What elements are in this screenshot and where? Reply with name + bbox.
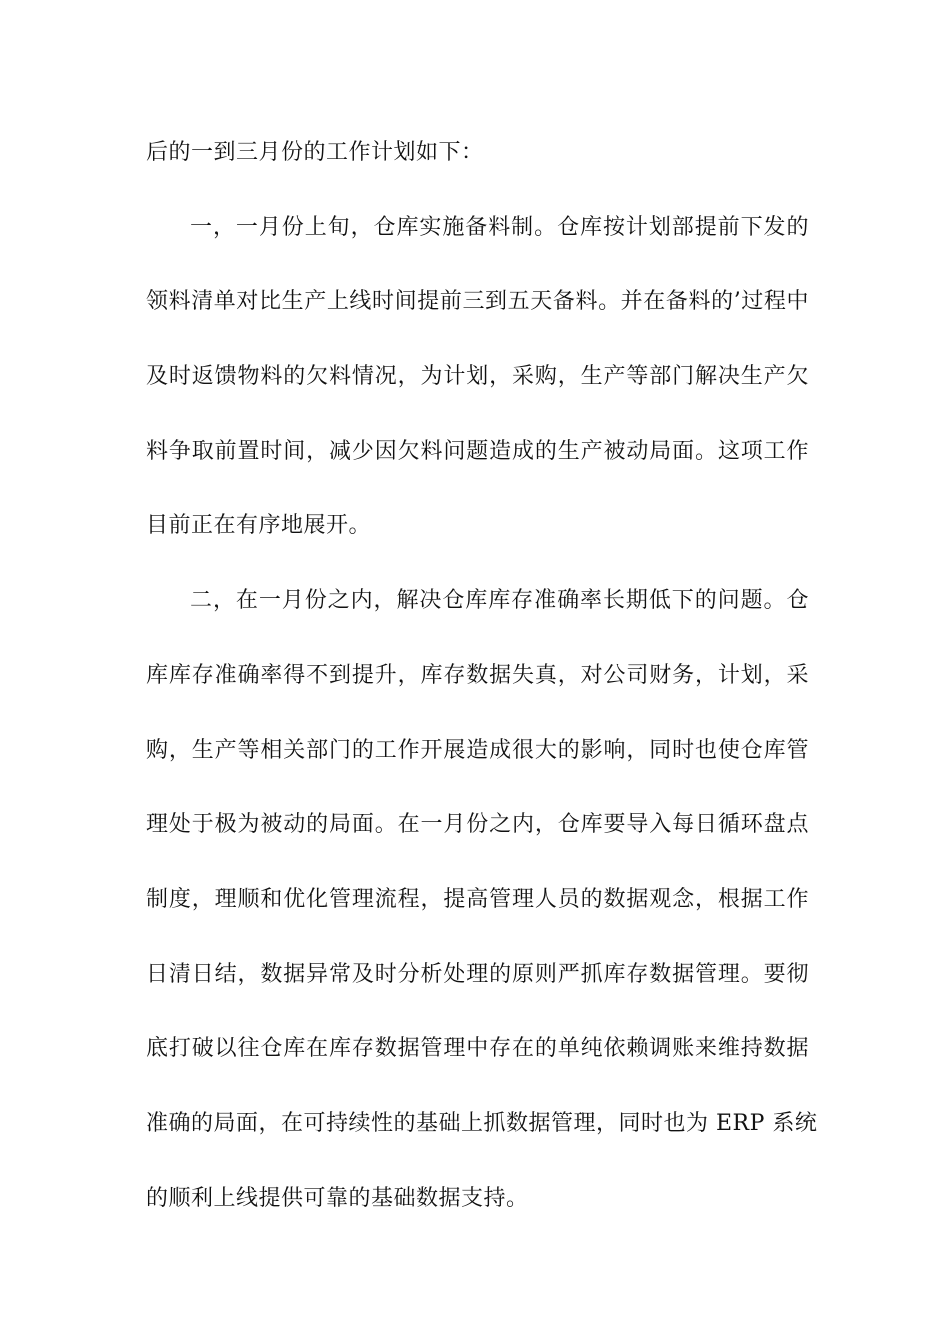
paragraph-2-line-2: 领料清单对比生产上线时间提前三到五天备料。并在备料的’过程中 [146,289,809,315]
blank-line [146,769,809,806]
blank-line [146,246,809,283]
blank-line [146,993,809,1030]
paragraph-3-line-2: 库库存准确率得不到提升，库存数据失真，对公司财务，计划，采 [146,662,809,688]
blank-line [146,918,809,955]
blank-line [146,694,809,731]
paragraph-2-line-4: 料争取前置时间，减少因欠料问题造成的生产被动局面。这项工作 [146,438,809,464]
paragraph-2-line-3: 及时返馈物料的欠料情况，为计划，采购，生产等部门解决生产欠 [146,364,809,390]
blank-line [146,619,809,656]
blank-line [146,1068,809,1105]
paragraph-3-line-9: 的顺利上线提供可靠的基础数据支持。 [146,1185,529,1211]
paragraph-3-line-7: 底打破以往仓库在库存数据管理中存在的单纯依赖调账来维持数据 [146,1036,809,1062]
blank-line [146,321,809,358]
blank-line [146,395,809,432]
paragraph-3-line-5: 制度，理顺和优化管理流程，提高管理人员的数据观念，根据工作 [146,886,809,912]
paragraph-2-line-1: 一，一月份上旬，仓库实施备料制。仓库按计划部提前下发的 [190,214,809,240]
paragraph-3-line-4: 理处于极为被动的局面。在一月份之内，仓库要导入每日循环盘点 [146,812,809,838]
blank-line [146,470,809,507]
blank-line [146,1142,809,1179]
paragraph-3-line-3: 购，生产等相关部门的工作开展造成很大的影响，同时也使仓库管 [146,737,809,763]
blank-line [146,545,809,582]
paragraph-2-line-5: 目前正在有序地展开。 [146,513,372,539]
document-body [146,134,818,1217]
blank-line [146,171,809,208]
blank-line [146,844,809,881]
paragraph-3-line-6: 日清日结，数据异常及时分析处理的原则严抓库存数据管理。要彻 [146,961,809,987]
paragraph-3-line-8: 准确的局面，在可持续性的基础上抓数据管理，同时也为 ERP 系统 [146,1110,818,1136]
paragraph-3-line-1: 二，在一月份之内，解决仓库库存准确率长期低下的问题。仓 [190,588,809,614]
paragraph-1-line-1: 后的一到三月份的工作计划如下： [146,140,484,165]
